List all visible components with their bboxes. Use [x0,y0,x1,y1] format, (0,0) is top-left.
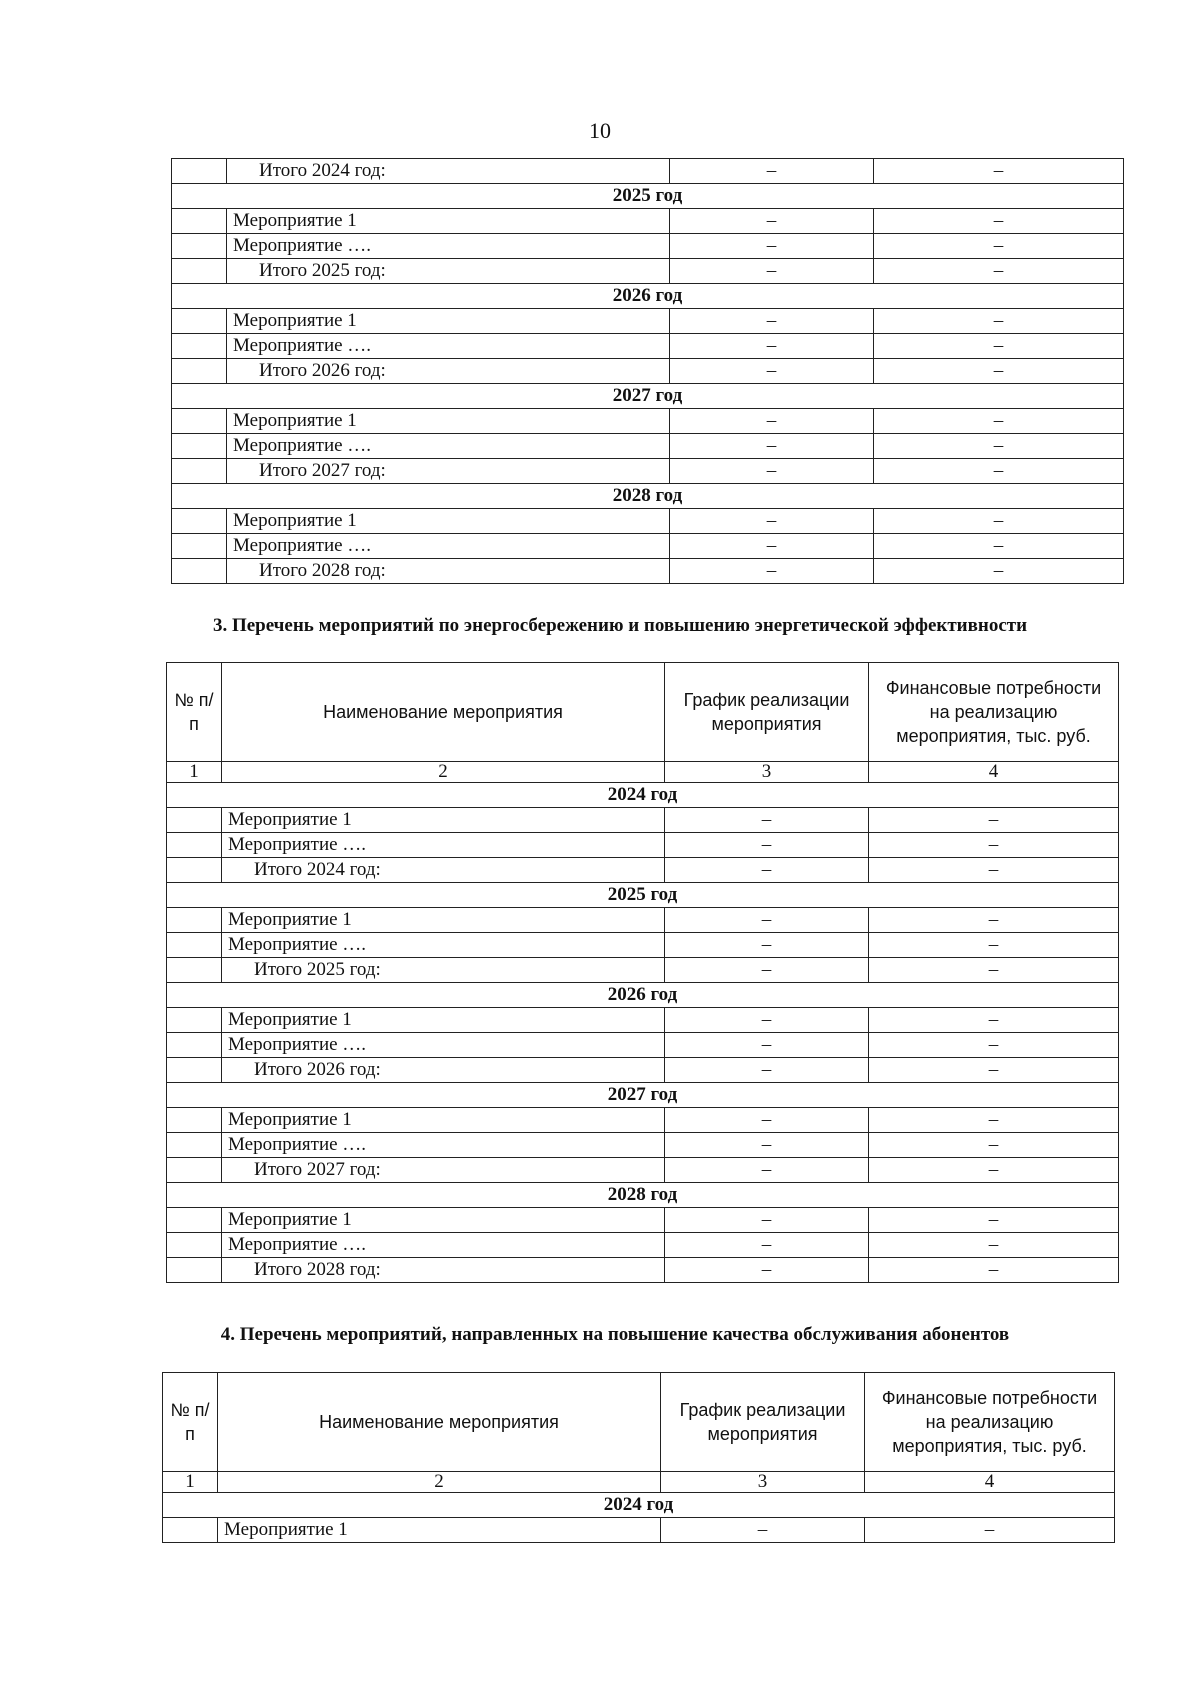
row-number-cell [167,858,222,883]
finance-cell: – [865,1518,1115,1543]
year-heading: 2026 год [172,284,1124,309]
finance-cell: – [869,1258,1119,1283]
column-number: 4 [869,762,1119,783]
finance-cell: – [874,334,1124,359]
total-row [172,259,1124,284]
year-heading: 2025 год [167,883,1119,908]
event-name: Мероприятие 1 [227,209,670,234]
year-row [172,184,1124,209]
finance-cell: – [869,1133,1119,1158]
row-number-cell [167,1233,222,1258]
total-label: Итого 2027 год: [227,459,670,484]
row-number-cell [172,259,227,284]
section-4-title: 4. Перечень мероприятий, направленных на повышение качества обслуживания абонентов [220,1324,1010,1345]
event-row [172,509,1124,534]
total-row [167,1058,1119,1083]
total-label: Итого 2027 год: [222,1158,665,1183]
header-schedule: График реализации мероприятия [665,663,869,762]
event-row [172,209,1124,234]
year-row [167,1083,1119,1108]
finance-cell: – [874,234,1124,259]
total-label: Итого 2028 год: [227,559,670,584]
event-row [167,1133,1119,1158]
column-number: 1 [167,762,222,783]
column-number: 3 [661,1472,865,1493]
row-number-cell [167,1258,222,1283]
row-number-cell [172,309,227,334]
row-number-cell [172,234,227,259]
finance-cell: – [869,1108,1119,1133]
service-quality-events-table-body [163,1373,1115,1543]
header-num: № п/п [167,663,222,762]
row-number-cell [167,958,222,983]
schedule-cell: – [661,1518,865,1543]
section-3-title: 3. Перечень мероприятий по энергосбережению и повышению энергетической эффективности [212,615,1028,636]
total-row [167,858,1119,883]
row-number-cell [172,534,227,559]
schedule-cell: – [665,1258,869,1283]
schedule-cell: – [670,334,874,359]
total-row [167,958,1119,983]
finance-cell: – [869,1008,1119,1033]
total-row [172,559,1124,584]
schedule-cell: – [665,933,869,958]
row-number-cell [167,933,222,958]
row-number-cell [167,1033,222,1058]
row-number-cell [172,159,227,184]
column-number: 2 [218,1472,661,1493]
event-name: Мероприятие 1 [227,409,670,434]
year-row [172,484,1124,509]
year-heading: 2028 год [172,484,1124,509]
event-row [172,534,1124,559]
year-heading: 2027 год [167,1083,1119,1108]
year-heading: 2027 год [172,384,1124,409]
finance-cell: – [869,908,1119,933]
event-name: Мероприятие …. [227,434,670,459]
finance-cell: – [869,1033,1119,1058]
finance-cell: – [869,933,1119,958]
schedule-cell: – [670,309,874,334]
row-number-cell [172,409,227,434]
finance-cell: – [874,534,1124,559]
row-number-cell [167,1058,222,1083]
finance-cell: – [874,259,1124,284]
event-name: Мероприятие …. [227,234,670,259]
schedule-cell: – [670,259,874,284]
finance-cell: – [869,808,1119,833]
row-number-cell [172,359,227,384]
total-label: Итого 2025 год: [222,958,665,983]
event-row [167,833,1119,858]
finance-cell: – [869,1158,1119,1183]
table-header-row [167,663,1119,762]
total-row [172,459,1124,484]
continued-events-table [171,158,1124,584]
total-label: Итого 2024 год: [227,159,670,184]
finance-cell: – [874,559,1124,584]
event-row [163,1518,1115,1543]
service-quality-events-table [162,1372,1115,1543]
year-heading: 2025 год [172,184,1124,209]
row-number-cell [167,1208,222,1233]
total-label: Итого 2024 год: [222,858,665,883]
total-row [172,159,1124,184]
year-heading: 2024 год [163,1493,1115,1518]
schedule-cell: – [665,833,869,858]
event-row [167,1033,1119,1058]
row-number-cell [167,1158,222,1183]
energy-saving-events-table-body [167,663,1119,1283]
schedule-cell: – [665,1108,869,1133]
event-name: Мероприятие 1 [222,808,665,833]
finance-cell: – [869,833,1119,858]
row-number-cell [172,334,227,359]
year-row [167,1183,1119,1208]
finance-cell: – [869,1058,1119,1083]
event-name: Мероприятие …. [222,933,665,958]
event-name: Мероприятие 1 [222,908,665,933]
event-name: Мероприятие …. [227,334,670,359]
finance-cell: – [874,409,1124,434]
event-row [167,1108,1119,1133]
schedule-cell: – [665,1208,869,1233]
total-label: Итого 2026 год: [222,1058,665,1083]
header-name: Наименование мероприятия [218,1373,661,1472]
schedule-cell: – [665,1233,869,1258]
finance-cell: – [869,958,1119,983]
page-number: 10 [589,118,611,143]
year-row [167,783,1119,808]
header-name: Наименование мероприятия [222,663,665,762]
finance-cell: – [874,359,1124,384]
schedule-cell: – [670,159,874,184]
event-name: Мероприятие …. [222,1233,665,1258]
event-name: Мероприятие …. [222,833,665,858]
header-finance: Финансовые потребности на реализацию мероприятия, тыс. руб. [865,1373,1115,1472]
header-finance: Финансовые потребности на реализацию мероприятия, тыс. руб. [869,663,1119,762]
schedule-cell: – [670,209,874,234]
total-label: Итого 2025 год: [227,259,670,284]
row-number-cell [172,209,227,234]
finance-cell: – [874,459,1124,484]
event-name: Мероприятие 1 [222,1008,665,1033]
schedule-cell: – [665,808,869,833]
year-row [172,384,1124,409]
year-row [172,284,1124,309]
event-name: Мероприятие …. [222,1133,665,1158]
event-row [167,1008,1119,1033]
event-row [172,309,1124,334]
schedule-cell: – [665,1008,869,1033]
year-row [167,983,1119,1008]
event-row [167,1208,1119,1233]
total-row [172,359,1124,384]
continued-events-table-body [172,159,1124,584]
column-number: 2 [222,762,665,783]
event-row [167,908,1119,933]
row-number-cell [172,559,227,584]
event-name: Мероприятие …. [222,1033,665,1058]
event-name: Мероприятие 1 [218,1518,661,1543]
schedule-cell: – [665,908,869,933]
event-row [172,434,1124,459]
column-numbers-row [167,762,1119,783]
schedule-cell: – [665,858,869,883]
column-number: 4 [865,1472,1115,1493]
event-name: Мероприятие 1 [227,309,670,334]
row-number-cell [167,908,222,933]
finance-cell: – [874,509,1124,534]
schedule-cell: – [665,1133,869,1158]
schedule-cell: – [670,234,874,259]
row-number-cell [167,833,222,858]
row-number-cell [167,1008,222,1033]
energy-saving-events-table [166,662,1119,1283]
schedule-cell: – [670,409,874,434]
schedule-cell: – [670,459,874,484]
schedule-cell: – [670,559,874,584]
finance-cell: – [869,1233,1119,1258]
event-name: Мероприятие 1 [227,509,670,534]
schedule-cell: – [670,534,874,559]
schedule-cell: – [665,1058,869,1083]
year-heading: 2024 год [167,783,1119,808]
event-name: Мероприятие 1 [222,1108,665,1133]
event-row [172,234,1124,259]
row-number-cell [172,434,227,459]
year-heading: 2026 год [167,983,1119,1008]
event-row [167,1233,1119,1258]
event-row [172,409,1124,434]
schedule-cell: – [670,509,874,534]
finance-cell: – [874,434,1124,459]
schedule-cell: – [665,958,869,983]
finance-cell: – [874,209,1124,234]
finance-cell: – [869,1208,1119,1233]
event-name: Мероприятие …. [227,534,670,559]
schedule-cell: – [670,359,874,384]
row-number-cell [167,1133,222,1158]
total-row [167,1158,1119,1183]
header-schedule: График реализации мероприятия [661,1373,865,1472]
row-number-cell [163,1518,218,1543]
column-number: 3 [665,762,869,783]
schedule-cell: – [665,1033,869,1058]
row-number-cell [172,509,227,534]
event-name: Мероприятие 1 [222,1208,665,1233]
finance-cell: – [874,309,1124,334]
schedule-cell: – [665,1158,869,1183]
year-row [167,883,1119,908]
year-row [163,1493,1115,1518]
column-numbers-row [163,1472,1115,1493]
event-row [172,334,1124,359]
finance-cell: – [869,858,1119,883]
total-label: Итого 2028 год: [222,1258,665,1283]
table-header-row [163,1373,1115,1472]
year-heading: 2028 год [167,1183,1119,1208]
total-row [167,1258,1119,1283]
total-label: Итого 2026 год: [227,359,670,384]
event-row [167,933,1119,958]
row-number-cell [167,1108,222,1133]
row-number-cell [172,459,227,484]
event-row [167,808,1119,833]
header-num: № п/п [163,1373,218,1472]
schedule-cell: – [670,434,874,459]
row-number-cell [167,808,222,833]
column-number: 1 [163,1472,218,1493]
finance-cell: – [874,159,1124,184]
